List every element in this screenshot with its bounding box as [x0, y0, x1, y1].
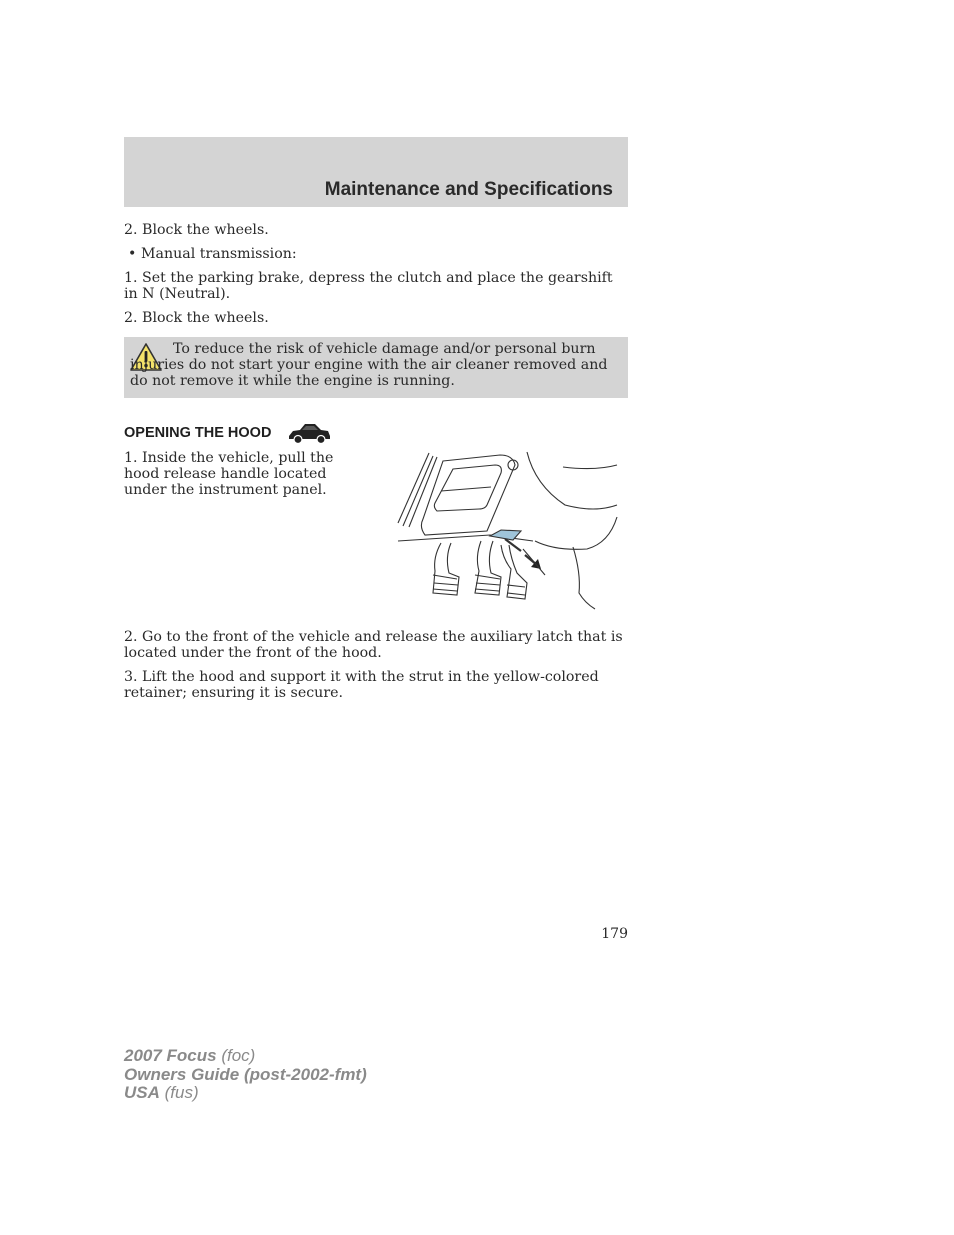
warning-box: [124, 337, 628, 398]
section-heading: OPENING THE HOOD: [124, 425, 272, 441]
bullet-manual-transmission: [124, 246, 628, 262]
footer: [124, 1047, 367, 1103]
hood-step-1: 1. Inside the vehicle, pull the hood release handle located under the instrument panel.: [124, 450, 334, 498]
page-title: Maintenance and Specifications: [324, 179, 613, 200]
step-block-wheels-2: 2. Block the wheels.: [124, 310, 269, 326]
footer-market-code: (fus): [164, 1083, 199, 1102]
footer-model: 2007 Focus: [124, 1046, 217, 1065]
page-number: 179: [601, 926, 628, 942]
bullet-marker: •: [128, 246, 137, 262]
footer-line-2: [124, 1066, 367, 1085]
step-block-wheels-1: 2. Block the wheels.: [124, 222, 269, 238]
hood-step-3: 3. Lift the hood and support it with the strut in the yellow-colored retainer; ensuring it is secure.: [124, 669, 599, 701]
footer-model-code: (foc): [221, 1046, 256, 1065]
car-icon: [287, 421, 331, 445]
header-band: [124, 137, 628, 207]
footer-line-1: [124, 1047, 367, 1066]
footer-line-3: [124, 1084, 367, 1103]
footer-guide: Owners Guide (post-2002-fmt): [124, 1064, 367, 1084]
bullet-text: Manual transmission:: [141, 246, 297, 262]
hood-step-2: 2. Go to the front of the vehicle and release the auxiliary latch that is located under the front of the hood.: [124, 629, 623, 661]
warning-text: To reduce the risk of vehicle damage and/or personal burn injuries do not start your engine with the air cleaner removed and do not remove it while the engine is running.: [130, 341, 608, 389]
footer-market: USA: [124, 1083, 160, 1102]
hood-release-illustration: [395, 447, 621, 611]
step-parking-brake: 1. Set the parking brake, depress the clutch and place the gearshift in N (Neutral).: [124, 270, 613, 302]
